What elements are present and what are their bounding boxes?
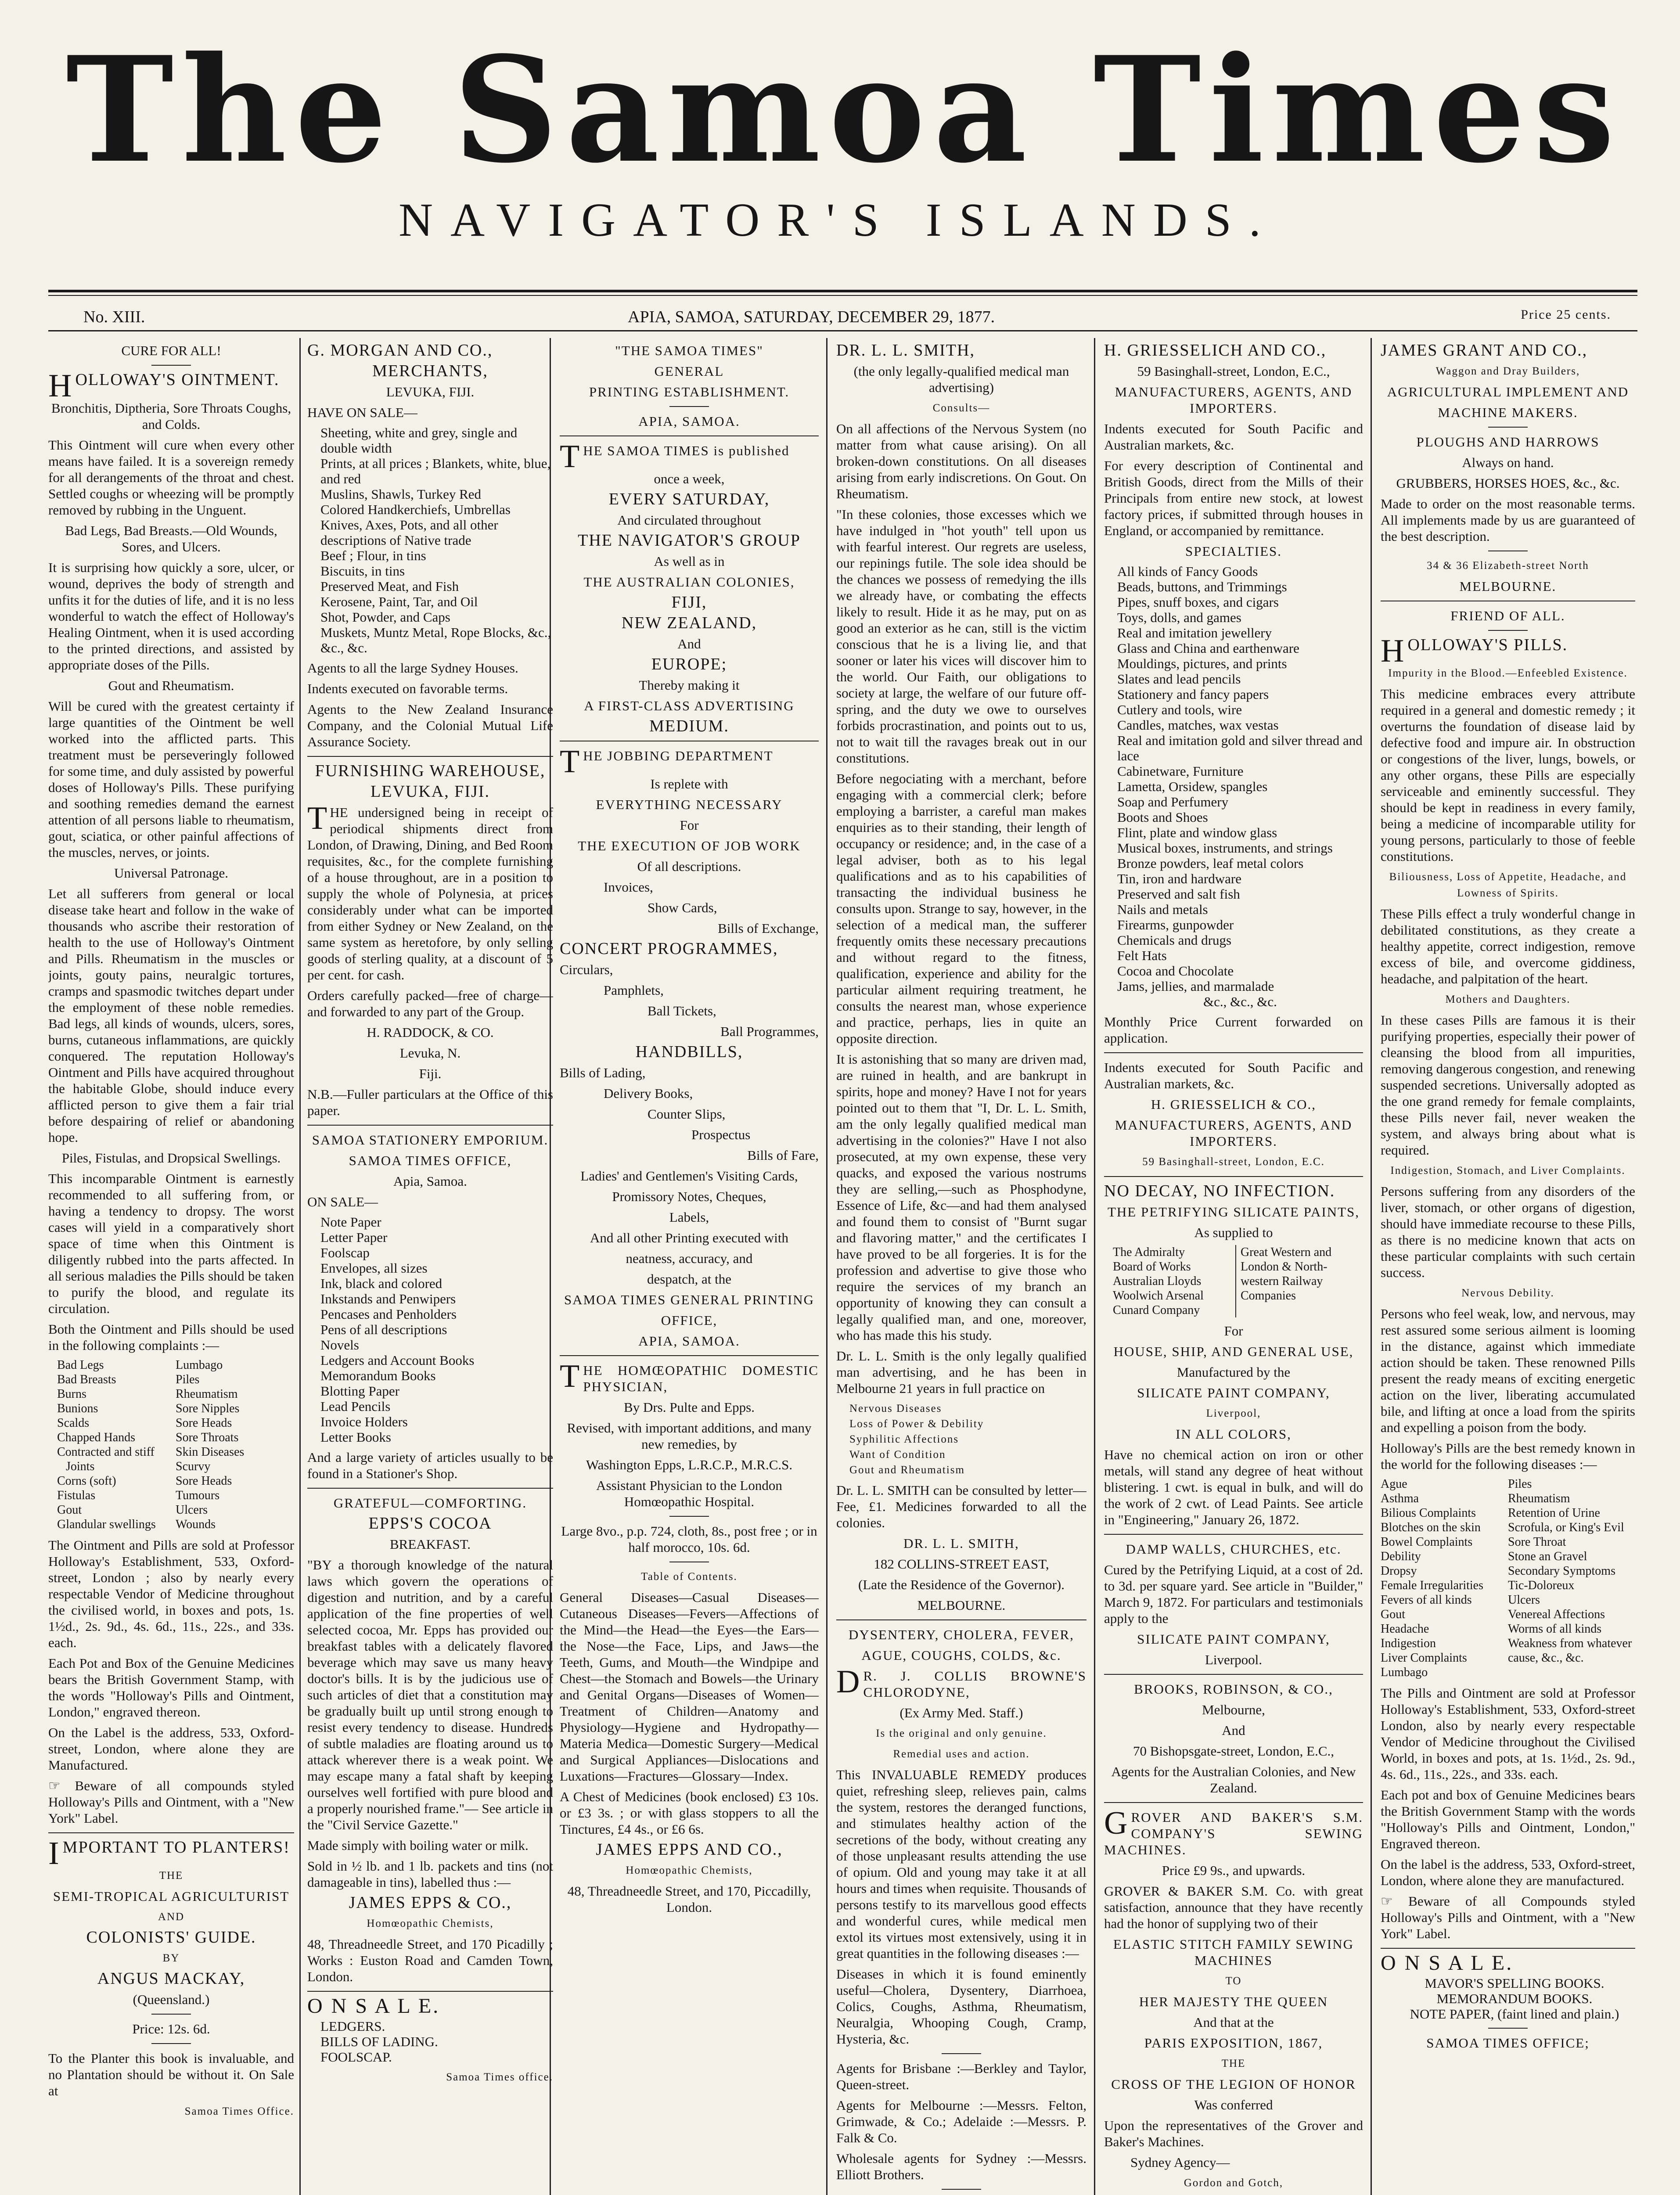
paragraph: Each Pot and Box of the Genuine Medicines bears the British Government Stamp, with the words "Holloway's Pills and Ointment, London," engraved thereon. (48, 1655, 294, 1720)
subheading: Mothers and Daughters. (1445, 993, 1571, 1005)
headline: O N S A L E. (307, 1994, 440, 2018)
supplied-to-list: The Admiralty Board of Works Australian Lloyds Woolwich Arsenal Cunard Company Great Western and London & North-western Railway Companies (1113, 1245, 1363, 1317)
divider (942, 2053, 981, 2054)
signature: DR. L. L. SMITH, (903, 1536, 1019, 1551)
paragraph: On all affections of the Nervous System (no matter from what cause arising). On all broken-down constitutions. On all diseases arising from early indiscretions. On Gout. On Rheumatism. (836, 421, 1086, 501)
divider (1488, 2028, 1528, 2029)
headline: GROVER AND BAKER'S S.M. COMPANY'S SEWING MACHINES. (1104, 1805, 1363, 1857)
line: And that at the (1193, 2015, 1274, 2030)
subheading: Is the original and only genuine. (876, 1727, 1047, 1739)
paragraph: The Pills and Ointment are sold at Professor Holloway's Establishment, 533, Oxford-street London, also by nearly every respectable Vendor of Medicine throughout the Civilised World, in boxes and pots, at 1s. 1½d., 2s. 9d., 4s. 6d., 11s., 22s., and 33s. each. (1381, 1685, 1635, 1782)
line: And all other Printing executed with (590, 1230, 788, 1245)
paragraph: A Chest of Medicines (book enclosed) £3 10s. or £3 3s. ; or with glass stoppers to all the Tinctures, £4 4s., or £6 6s. (560, 1789, 819, 1837)
paragraph: ☞ Beware of all Compounds styled Holloway's Pills and Ointment, with a "New York" Label. (1381, 1893, 1635, 1941)
column-1 (48, 342, 294, 2195)
line: Price £9 9s., and upwards. (1162, 1863, 1306, 1878)
signature: Levuka, N. (399, 1045, 461, 1061)
paragraph: And a large variety of articles usually to be found in a Stationer's Shop. (307, 1450, 553, 1481)
line: neatness, accuracy, and (626, 1251, 753, 1266)
subheading: GENERAL (654, 363, 724, 379)
small-caps-line: THE (159, 1870, 183, 1882)
line: EUROPE; (651, 655, 727, 673)
issue-price: Price 25 cents. (1521, 307, 1611, 322)
masthead-rule-thin (48, 295, 1637, 296)
divider (1104, 1052, 1363, 1053)
subheading: APIA, SAMOA. (638, 414, 740, 429)
line: THE AUSTRALIAN COLONIES, (583, 574, 795, 590)
headline: JAMES GRANT AND CO., (1381, 342, 1588, 360)
paragraph: Upon the representatives of the Grover and Baker's Machines. (1104, 2118, 1363, 2149)
divider (307, 1125, 553, 1126)
subheading: LEVUKA, FIJI. (386, 384, 475, 399)
divider (48, 1832, 294, 1833)
paragraph: This Ointment will cure when every other means have failed. It is a sovereign remedy for all derangements of the throat and chest. Settled coughs or wheezing will be promptly removed by rubbing in the Unguent. (48, 437, 294, 518)
paragraph: Diseases in which it is found eminently useful—Cholera, Dysentery, Diarrhoea, Colics, Coughs, Asthma, Rheumatism, Neuralgia, Whooping Cough, Cramp, Hysteria, &c. (836, 1966, 1086, 2047)
author-place: (Queensland.) (133, 1992, 210, 2007)
paragraph: 48, Threadneedle Street, and 170 Picadilly ; Works : Euston Road and Camden Town, London. (307, 1936, 553, 1984)
line: Delivery Books, (604, 1086, 693, 1101)
divider (942, 2189, 981, 2190)
column-4 (836, 342, 1086, 2195)
divider (1381, 1948, 1635, 1949)
subheading: MACHINE MAKERS. (1438, 405, 1578, 420)
signature: H. GRIESSELICH & CO., (1151, 1097, 1317, 1112)
book-price: Price: 12s. 6d. (132, 2021, 210, 2037)
signature: 59 Basinghall-street, London, E.C. (1142, 1156, 1325, 1168)
masthead-rule-top (48, 290, 1637, 292)
divider (1104, 1674, 1363, 1675)
book-title: SEMI-TROPICAL AGRICULTURIST (53, 1889, 290, 1904)
divider (560, 435, 819, 436)
divider (1104, 1176, 1363, 1177)
column-3 (560, 342, 819, 2195)
paragraph: Dr. L. L. Smith is the only legally qualified man advertising, and he has been in Melbourne 21 years in full practice on (836, 1348, 1086, 1396)
column-2 (307, 342, 553, 2195)
subheading: BREAKFAST. (389, 1536, 471, 1552)
line: Pamphlets, (604, 982, 664, 998)
subheading: THE PETRIFYING SILICATE PAINTS, (1107, 1204, 1360, 1220)
paragraph: HAVE ON SALE— (307, 405, 417, 420)
paragraph: This INVALUABLE REMEDY produces quiet, refreshing sleep, relieves pain, calms the system, restores the deranged functions, and stimulates healthy action of the secretions of the body, without creating any of those unpleasant results attending the use of opium. Old and young may take it at all hours and times when requisite. Thousands of persons testify to its marvellous good effects and wonderful cures, while medical men extol its virtues most extensively, using it in great quantities in the following diseases :— (836, 1767, 1086, 1961)
line: Always on hand. (1462, 455, 1554, 470)
paragraph: For every description of Continental and British Goods, direct from the Mills of their Principals from entire new stock, at lowest factory prices, if submitted through houses in England, or accompanied by remittance. (1104, 458, 1363, 538)
subheading: Gout and Rheumatism. (108, 678, 234, 693)
paragraph: Agents to the New Zealand Insurance Company, and the Colonial Mutual Life Assurance Society. (307, 702, 553, 749)
office-signature: Samoa Times Office. (184, 2105, 294, 2117)
divider (669, 406, 709, 407)
line: CONCERT PROGRAMMES, (560, 939, 778, 958)
subheading: Piles, Fistulas, and Dropsical Swellings. (61, 1150, 281, 1166)
headline: GRATEFUL—COMFORTING. (333, 1495, 527, 1511)
subheading: (Ex Army Med. Staff.) (899, 1705, 1023, 1720)
subheading: (the only legally-qualified medical man advertising) (853, 363, 1069, 395)
goods-list: Sheeting, white and grey, single and double width Prints, at all prices ; Blankets, white, blue, and red Muslins, Shawls, Turkey Red Colored Handkerchiefs, Umbrellas Knives, Axes, Pots, and all other descriptions of Native trade Beef ; Flour, in tins Biscuits, in tins Preserved Meat, and Fish Kerosene, Paint, Tar, and Oil Shot, Powder, and Caps Muskets, Muntz Metal, Rope Blocks, &c., &c., &c. (320, 425, 551, 655)
subheading: Remedial uses and action. (893, 1748, 1030, 1760)
line: Manufactured by the (1176, 1364, 1291, 1380)
signature: 182 COLLINS-STREET EAST, (874, 1556, 1049, 1572)
paragraph: On the Label is the address, 533, Oxford-street, London, where alone they are Manufactured. (48, 1725, 294, 1773)
line: GRUBBERS, HORSES HOES, &c., &c. (1396, 475, 1620, 491)
paragraph: Orders carefully packed—free of charge—and forwarded to any part of the Group. (307, 988, 553, 1019)
line: Circulars, (560, 962, 613, 977)
line: SILICATE PAINT COMPANY, (1137, 1631, 1330, 1647)
line: Liverpool. (1205, 1652, 1262, 1667)
paragraph: Have no chemical action on iron or other metals, will stand any degree of heat without blistering. 1 cwt. is equal in bulk, and will do the work of 2 cwt. of Lead Paints. See article in "Engineering," January 26, 1872. (1104, 1447, 1363, 1527)
headline: H. GRIESSELICH AND CO., (1104, 342, 1327, 360)
line: 70 Bishopsgate-street, London, E.C., (1133, 1743, 1335, 1759)
subheading: MANUFACTURERS, AGENTS, AND IMPORTERS. (1115, 384, 1353, 416)
line: Of all descriptions. (637, 859, 741, 874)
paragraph: General Diseases—Casual Diseases—Cutaneous Diseases—Fevers—Affections of the Mind—the Head—the Eyes—the Ears—the Nose—the Face, Lips, and Jaws—the Teeth, Gums, and Mouth—the Windpipe and Chest—the Stomach and Bowels—the Urinary and Genital Organs—Diseases of Women—Treatment of Children—Anatomy and Physiology—Hygiene and Hydropathy—Materia Medica—Domestic Surgery—Medical and Surgical Appliances—Dislocations and Luxations—Fractures—Glossary—Index. (560, 1590, 819, 1784)
divider (307, 756, 553, 757)
headline: NO DECAY, NO INFECTION. (1104, 1182, 1335, 1200)
dateline (48, 307, 1637, 327)
line: APIA, SAMOA. (638, 1333, 740, 1349)
paragraph: It is astonishing that so many are driven mad, are ruined in health, and are bankrupt in spirits, hope and money? Have I not for years pointed out to them that "I, Dr. L. L. Smith, am the only legally qualified medical man advertising in the colonies?" Have I not also prosecuted, at my own expense, these very quacks, and exposed the various nostrums they are selling,—such as Phosphodyne, Essence of Life, &c—and had them analysed and found them to consist of "Burnt sugar and flavoring matter," and the certificates I have proved to be all forgeries. It is for the profession and advertise to give those who require the services of my branch an opportunity of knowing they can consult a legally qualified man, and one, moreover, who has made this his study. (836, 1051, 1086, 1343)
subheading: Bad Legs, Bad Breasts.—Old Wounds, Sores, and Ulcers. (65, 523, 277, 554)
line: HER MAJESTY THE QUEEN (1139, 1994, 1328, 2009)
paragraph: Holloway's Pills are the best remedy known in the world for the following diseases :— (1381, 1440, 1635, 1472)
subheading: SPECIALTIES. (1185, 543, 1282, 559)
line: once a week, (654, 471, 725, 486)
paragraph: Indents executed on favorable terms. (307, 681, 508, 696)
subheading: Apia, Samoa. (393, 1173, 467, 1189)
small-caps-line: AND (158, 1911, 185, 1923)
line: As supplied to (1194, 1225, 1273, 1240)
divider (1104, 1802, 1363, 1803)
line: EVERY SATURDAY, (608, 490, 770, 508)
masthead (66, 18, 1623, 248)
divider (151, 2014, 191, 2015)
line: Revised, with important additions, and many new remedies, by (567, 1420, 812, 1452)
paragraph: N.B.—Fuller particulars at the Office of this paper. (307, 1087, 553, 1118)
subheading: Homœopathic Chemists, (626, 1864, 753, 1876)
column-rule (299, 338, 301, 2195)
line: despatch, at the (647, 1271, 731, 1287)
paragraph: ☞ Beware of all compounds styled Holloway's Pills and Ointment, with a "New York" Label. (48, 1778, 294, 1826)
book-title: COLONISTS' GUIDE. (86, 1928, 256, 1947)
ledger-list: LEDGERS. BILLS OF LADING. FOOLSCAP. (320, 2019, 438, 2065)
line: Was conferred (1194, 2097, 1273, 2112)
line: Ball Tickets, (648, 1003, 716, 1018)
line: A FIRST-CLASS ADVERTISING (584, 698, 795, 713)
line: Liverpool, (1206, 1407, 1261, 1419)
subheading: MERCHANTS, (372, 362, 488, 380)
headline: AGUE, COUGHS, COLDS, &c. (861, 1648, 1061, 1663)
line: FIJI, (671, 593, 707, 612)
subheading: Waggon and Dray Builders, (1435, 365, 1580, 377)
subheading: Consults— (932, 402, 990, 414)
paragraph: Persons who feel weak, low, and nervous, may rest assured some serious ailment is looming in the distance, against which immediate action should be taken. These renowned Pills present the ready means of exciting energetic action on the liver, liberating accumulated bile, and lifting at once a load from the spirits and expelling a poison from the body. (1381, 1306, 1635, 1435)
dateline-rule (48, 330, 1637, 331)
line: MELBOURNE. (1459, 579, 1557, 594)
books-list: MAVOR'S SPELLING BOOKS. MEMORANDUM BOOKS. NOTE PAPER, (faint lined and plain.) (1410, 1976, 1619, 2022)
subheading: LEVUKA, FIJI. (371, 782, 490, 801)
column-rule (826, 338, 827, 2195)
paragraph: Agents for Brisbane :—Berkley and Taylor, Queen-street. (836, 2061, 1086, 2092)
complaints-list: Bad Legs Bad Breasts Burns Bunions Scalds Chapped Hands Contracted and stiff Joints Corns (soft) Fistulas Gout Glandular swellings Lumbago Piles Rheumatism Sore Nipples Sore Heads Sore Throats Skin Diseases Scurvy Sore Heads Tumours Ulcers Wounds (57, 1358, 245, 1531)
signature: H. RADDOCK, & CO. (367, 1025, 494, 1040)
paragraph: Made to order on the most reasonable terms. All implements made by us are guaranteed of the best description. (1381, 496, 1635, 544)
signature: MANUFACTURERS, AGENTS, AND IMPORTERS. (1115, 1117, 1353, 1149)
line: And (1222, 1723, 1245, 1738)
paragraph: In these cases Pills are famous it is their purifying properties, especially their power of cleansing the blood from all impurities, removing dangerous congestion, and renewing suspended secretions. Universally adopted as the one grand remedy for female complaints, these Pills never fail, never weaken the system, and always bring about what is required. (1381, 1012, 1635, 1158)
diseases-list: Nervous Diseases Loss of Power & Debility Syphilitic Affections Want of Condition Gout and Rheumatism (849, 1403, 984, 1476)
paragraph: Monthly Price Current forwarded on application. (1104, 1014, 1363, 1046)
paragraph: The Ointment and Pills are sold at Professor Holloway's Establishment, 533, Oxford-street, London ; also by nearly every respectable Vendor of Medicine throughout the civilised world, in boxes and pots, 1s. 1½d., 2s. 9d., 4s. 6d., 11s., 22s., and 33s. each. (48, 1537, 294, 1650)
paragraph: Will be cured with the greatest certainty if large quantities of the Ointment be well worked into the afflicted parts. This treatment must be perseveringly followed for some time, and duly assisted by powerful doses of Holloway's Pills. These purifying and soothing remedies demand the earnest attention of all persons liable to rheumatism, gout, sciatica, or other painful affections of the muscles, nerves, or joints. (48, 698, 294, 860)
column-6 (1381, 342, 1635, 2195)
paragraph: Made simply with boiling water or milk. (307, 1838, 529, 1853)
paragraph: Wholesale agents for Sydney :—Messrs. Elliott Brothers. (836, 2151, 1086, 2182)
line: OFFICE, (661, 1313, 718, 1328)
line: Gordon and Gotch, (1184, 2177, 1284, 2189)
headline: CURE FOR ALL! (121, 343, 221, 358)
paragraph: GROVER & BAKER S.M. Co. with great satisfaction, announce that they have recently had the honor of supplying two of their (1104, 1883, 1363, 1931)
subheading: 59 Basinghall-street, London, E.C., (1137, 363, 1330, 379)
line: 48, Threadneedle Street, and 170, Piccadilly, London. (567, 1883, 811, 1915)
headline: O N S A L E. (1381, 1951, 1514, 1975)
line: EVERYTHING NECESSARY (596, 797, 783, 812)
stationery-list: Note Paper Letter Paper Foolscap Envelopes, all sizes Ink, black and colored Inkstands and Penwipers Pencases and Penholders Pens of all descriptions Novels Ledgers and Account Books Memorandum Books Blotting Paper Lead Pencils Invoice Holders Letter Books (320, 1214, 475, 1445)
headline: FURNISHING WAREHOUSE, (315, 762, 546, 780)
paragraph: On the label is the address, 533, Oxford-street, London, where alone they are manufactured. (1381, 1857, 1635, 1888)
paragraph: Dr. L. L. SMITH can be consulted by letter—Fee, £1. Medicines forwarded to all the colonies. (836, 1483, 1086, 1530)
subheading: Table of Contents. (641, 1571, 737, 1583)
signature: Fiji. (419, 1066, 442, 1081)
line: Labels, (669, 1209, 709, 1225)
subheading: Bronchitis, Diptheria, Sore Throats Coughs, and Colds. (51, 400, 291, 432)
small-caps-line: BY (162, 1952, 180, 1964)
paragraph: Agents to all the large Sydney Houses. (307, 660, 518, 676)
line: TO (1225, 1975, 1242, 1987)
column-rule (1371, 338, 1372, 2195)
line: Washington Epps, L.R.C.P., M.R.C.S. (586, 1457, 793, 1472)
line: Show Cards, (648, 900, 717, 915)
line: Ball Programmes, (720, 1024, 819, 1039)
headline: EPPS'S COCOA (368, 1514, 492, 1533)
paragraph: It is surprising how quickly a sore, ulcer, or wound, deprives the body of strength and unfits it for the duties of life, and it is no less wonderful to watch the effect of Holloway's Healing Ointment, when it is used according to the printed directions, and assisted by appropriate doses of the Pills. (48, 560, 294, 673)
headline: "THE SAMOA TIMES" (615, 343, 763, 358)
line: HOUSE, SHIP, AND GENERAL USE, (1113, 1344, 1354, 1359)
headline: JAMES EPPS AND CO., (596, 1840, 783, 1859)
divider (1104, 1534, 1363, 1535)
paragraph: Persons suffering from any disorders of the liver, stomach, or other organs of digestion, should have immediate recourse to these Pills, as there is no medicine known that acts on these particular complaints with such certain success. (1381, 1184, 1635, 1280)
paragraph: THE SAMOA TIMES is published (560, 439, 790, 475)
line: ELASTIC STITCH FAMILY SEWING MACHINES (1113, 1936, 1354, 1968)
subheading: Impurity in the Blood.—Enfeebled Existence. (1388, 667, 1628, 679)
divider (669, 1516, 709, 1517)
line: IN ALL COLORS, (1176, 1426, 1291, 1442)
paragraph: ON SALE— (307, 1194, 378, 1209)
line: NEW ZEALAND, (621, 614, 757, 632)
divider (560, 1355, 819, 1356)
divider (151, 2043, 191, 2044)
headline: THE JOBBING DEPARTMENT (560, 744, 773, 780)
line: Large 8vo., p.p. 724, cloth, 8s., post free ; or in half morocco, 10s. 6d. (561, 1523, 817, 1555)
author-name: ANGUS MACKAY, (97, 1969, 245, 1988)
headline: BROOKS, ROBINSON, & CO., (1134, 1681, 1333, 1697)
line: Promissory Notes, Cheques, (612, 1189, 766, 1204)
paragraph: This medicine embraces every attribute required in a general and domestic remedy ; it overturns the foundation of disease laid by defective food and impure air. In obstruction or congestions of the liver, lungs, bowels, or any other organs, these Pills are especially serviceable and eminently successful. They should be kept in readiness in every family, being a medicine of incomparable utility for young persons, particularly to those of feeble constitutions. (1381, 686, 1635, 864)
subheading: Universal Patronage. (114, 865, 228, 881)
headline: DR. L. L. SMITH, (836, 342, 975, 360)
paragraph: Cured by the Petrifying Liquid, at a cost of 2d. to 3d. per square yard. See article in "Builder," March 9, 1872. For particulars and testimonials apply to the (1104, 1562, 1363, 1626)
headline: DAMP WALLS, CHURCHES, etc. (1126, 1541, 1342, 1557)
headline: D R. J. COLLIS BROWNE'S CHLORODYNE, (836, 1664, 1086, 1700)
line: Ladies' and Gentlemen's Visiting Cards, (580, 1168, 798, 1184)
newspaper-title: The Samoa Times (66, 25, 1623, 195)
divider (307, 1991, 553, 1992)
headline: HOLLOWAY'S OINTMENT. (48, 368, 280, 404)
line: For (680, 817, 699, 833)
paragraph: THE undersigned being in receipt of periodical shipments direct from London, of Drawing, Dining, and Bed Room requisites, &c., for the complete furnishing of a house throughout, are in a position to supply the whole of Polynesia, at prices considerably under what can be imported from either Sydney or New Zealand, on the same system as heretofore, by only selling goods of sterling quality, at a discount of 5 per cent. for cash. (307, 800, 553, 982)
issue-date: APIA, SAMOA, SATURDAY, DECEMBER 29, 1877. (628, 308, 995, 326)
line: THE NAVIGATOR'S GROUP (578, 531, 801, 550)
subheading: Nervous Debility. (1461, 1287, 1554, 1299)
headline: IMPORTANT TO PLANTERS! (48, 1835, 290, 1871)
line: Invoices, (604, 879, 653, 895)
line: For (1224, 1323, 1243, 1339)
issue-number: No. XIII. (83, 308, 145, 326)
specialties-list: All kinds of Fancy Goods Beads, buttons, and Trimmings Pipes, snuff boxes, and cigars Toys, dolls, and games Real and imitation jewellery Glass and China and earthenware Mouldings, pictures, and prints Slates and lead pencils Stationery and fancy papers Cutlery and tools, wire Candles, matches, wax vestas Real and imitation gold and silver thread and lace Cabinetware, Furniture Lametta, Orsidew, spangles Soap and Perfumery Boots and Shoes Flint, plate and window glass Musical boxes, instruments, and strings Bronze powders, leaf metal colors Tin, iron and hardware Preserved and salt fish Nails and metals Firearms, gunpowder Chemicals and drugs Felt Hats Cocoa and Chocolate Jams, jellies, and marmalade &c., &c., &c. (1117, 564, 1363, 1009)
paragraph: Each pot and box of Genuine Medicines bears the British Government Stamp with the words "Holloway's Pills and Ointment, London," Engraved thereon. (1381, 1787, 1635, 1851)
line: Prospectus (691, 1127, 751, 1142)
line: As well as in (654, 554, 725, 569)
divider (1488, 630, 1528, 631)
paragraph: These Pills effect a truly wonderful change in debilitated constitutions, as they create a healthy appetite, correct indigestion, remove excess of bile, and overcome giddiness, headache, and palpitation of the heart. (1381, 906, 1635, 986)
line: And circulated throughout (617, 512, 761, 528)
headline: G. MORGAN AND CO., (307, 342, 493, 360)
subheading: Homœopathic Chemists, (367, 1918, 494, 1929)
subheading: AGRICULTURAL IMPLEMENT AND (1387, 384, 1629, 399)
line: MEDIUM. (649, 717, 729, 735)
paragraph: "BY a thorough knowledge of the natural laws which govern the operations of digestion and nutrition, and by a careful application of the fine properties of well selected cocoa, Mr. Epps has provided our breakfast tables with a delicately flavored beverage which may save us many heavy doctor's bills. It is by the judicious use of such articles of diet that a constitution may be gradually built up until strong enough to resist every tendency to disease. Hundreds of subtle maladies are floating around us to attack wherever there is a weak point. We may escape many a fatal shaft by keeping ourselves well fortified with pure blood and a properly nourished frame."— See article in the "Civil Service Gazette." (307, 1557, 553, 1832)
line: 34 & 36 Elizabeth-street North (1427, 560, 1589, 572)
headline: HOLLOWAY'S PILLS. (1381, 633, 1568, 669)
paragraph: Sold in ½ lb. and 1 lb. packets and tins (not damageable in tins), labelled thus :— (307, 1858, 553, 1890)
signature: (Late the Residence of the Governor). (858, 1577, 1065, 1592)
line: Counter Slips, (648, 1106, 726, 1122)
subheading: Indigestion, Stomach, and Liver Complaints. (1390, 1165, 1626, 1177)
line: And (677, 636, 701, 651)
headline: JAMES EPPS & CO., (349, 1893, 512, 1912)
paragraph: Agents for Melbourne :—Messrs. Felton, Grimwade, & Co.; Adelaide :—Messrs. P. Falk & Co. (836, 2098, 1086, 2145)
divider (151, 365, 191, 366)
line: THE (1221, 2058, 1246, 2069)
paragraph: Before negociating with a merchant, before engaging with a commercial clerk; before employing a barrister, a careful man makes enquiries as to their standing, their length of occupancy or residence; and, in the case of a legal adviser, both as to his legal qualifications and as to his capabilities of transacting the individual business he consults upon. Strange to say, however, in the selection of a medical man, the sufferer frequently omits these necessary precautions and without regard to the fitness, qualification, experience and ability for the particular ailment requiring treatment, he consults the nearest man, whose experience and practice, perhaps, lies in quite an opposite direction. (836, 771, 1086, 1046)
line: HANDBILLS, (635, 1043, 743, 1061)
office-signature: SAMOA TIMES OFFICE; (1426, 2035, 1590, 2051)
subheading: PLOUGHS AND HARROWS (1416, 434, 1600, 450)
divider (307, 1488, 553, 1489)
paragraph: Let all sufferers from general or local disease take heart and follow in the wake of thousands who ascribe their restoration of health to the use of Holloway's Ointment and Pills. Rheumatism in the muscles or joints, gouty pains, neuralgic tortures, cramps and spasmodic twitches depart under the employment of these noble remedies. Bad legs, all kinds of wounds, ulcers, sores, burns, cutaneous inflammations, are quickly conquered. The reputation Holloway's Ointment and Pills have acquired throughout the habitable Globe, should induce every afflicted person to give them a fair trial before despairing of relief or abandoning hope. (48, 886, 294, 1145)
headline: DYSENTERY, CHOLERA, FEVER, (849, 1627, 1074, 1642)
headline: THE HOMŒOPATHIC DOMESTIC PHYSICIAN, (560, 1358, 819, 1394)
line: CROSS OF THE LEGION OF HONOR (1111, 2076, 1356, 2092)
line: Melbourne, (1202, 1702, 1265, 1717)
diseases-list: Ague Asthma Bilious Complaints Blotches on the skin Bowel Complaints Debility Dropsy Female Irregularities Fevers of all kinds Gout Headache Indigestion Liver Complaints Lumbago Piles Rheumatism Retention of Urine Scrofula, or King's Evil Sore Throat Stone an Gravel Secondary Symptoms Tic-Doloreux Ulcers Venereal Affections Worms of all kinds Weakness from whatever cause, &c., &c. (1381, 1477, 1632, 1679)
line: SILICATE PAINT COMPANY, (1137, 1385, 1330, 1400)
office-signature: Samoa Times office. (446, 2071, 553, 2083)
column-rule (1094, 338, 1095, 2195)
line: PARIS EXPOSITION, 1867, (1144, 2035, 1323, 2051)
headline: FRIEND OF ALL. (1450, 608, 1565, 623)
divider (836, 1619, 1086, 1620)
paragraph: This incomparable Ointment is earnestly recommended to all suffering from, or having a tendency to dropsy. The worst cases will yield in a comparatively short space of time when this Ointment is diligently rubbed into the parts affected. In all serious maladies the Pills should be taken to purify the blood, and regulate its circulation. (48, 1171, 294, 1316)
paragraph: To the Planter this book is invaluable, and no Plantation should be without it. On Sale at (48, 2051, 294, 2098)
line: Assistant Physician to the London Homœopathic Hospital. (596, 1478, 782, 1509)
newspaper-subtitle: NAVIGATOR'S ISLANDS. (399, 194, 1278, 246)
line: Sydney Agency— (1130, 2155, 1230, 2170)
line: Bills of Fare, (747, 1148, 819, 1163)
line: Is replete with (650, 776, 728, 792)
headline: SAMOA STATIONERY EMPORIUM. (312, 1132, 549, 1148)
paragraph: Indents executed for South Pacific and Australian markets, &c. (1104, 421, 1363, 453)
subheading: PRINTING ESTABLISHMENT. (589, 384, 790, 399)
line: SAMOA TIMES GENERAL PRINTING (564, 1292, 815, 1307)
line: Thereby making it (639, 677, 740, 693)
signature: MELBOURNE. (917, 1598, 1006, 1613)
paragraph: Indents executed for South Pacific and Australian markets, &c. (1104, 1060, 1363, 1091)
paragraph: Both the Ointment and Pills should be used in the following complaints :— (48, 1321, 294, 1353)
subheading: Biliousness, Loss of Appetite, Headache, and Lowness of Spirits. (1389, 871, 1627, 899)
paragraph: "In these colonies, those excesses which we have indulged in "hot youth" tell upon us with fearful interest. Our regrets are useless, our repinings futile. The sole idea should be the chances we possess of remedying the ills we already have, or combating the effects likely to result. Hide it as he may, put on as good an exterior as he can, still is the victim conscious that he is a living lie, and that sooner or later his vices will discover him to the world. Our Faith, our obligations to society at large, the welfare of our future off-spring, and the duty we owe to ourselves forbids procrastination, and points out to us, not to wait till the ravages break out in our constitutions. (836, 507, 1086, 766)
line: THE EXECUTION OF JOB WORK (578, 838, 801, 853)
line: By Drs. Pulte and Epps. (624, 1400, 755, 1415)
divider (1488, 427, 1528, 428)
subheading: SAMOA TIMES OFFICE, (349, 1153, 512, 1168)
line: Bills of Exchange, (718, 921, 819, 936)
line: Agents for the Australian Colonies, and New Zealand. (1111, 1764, 1356, 1796)
line: Bills of Lading, (560, 1065, 646, 1080)
column-5 (1104, 342, 1363, 2195)
